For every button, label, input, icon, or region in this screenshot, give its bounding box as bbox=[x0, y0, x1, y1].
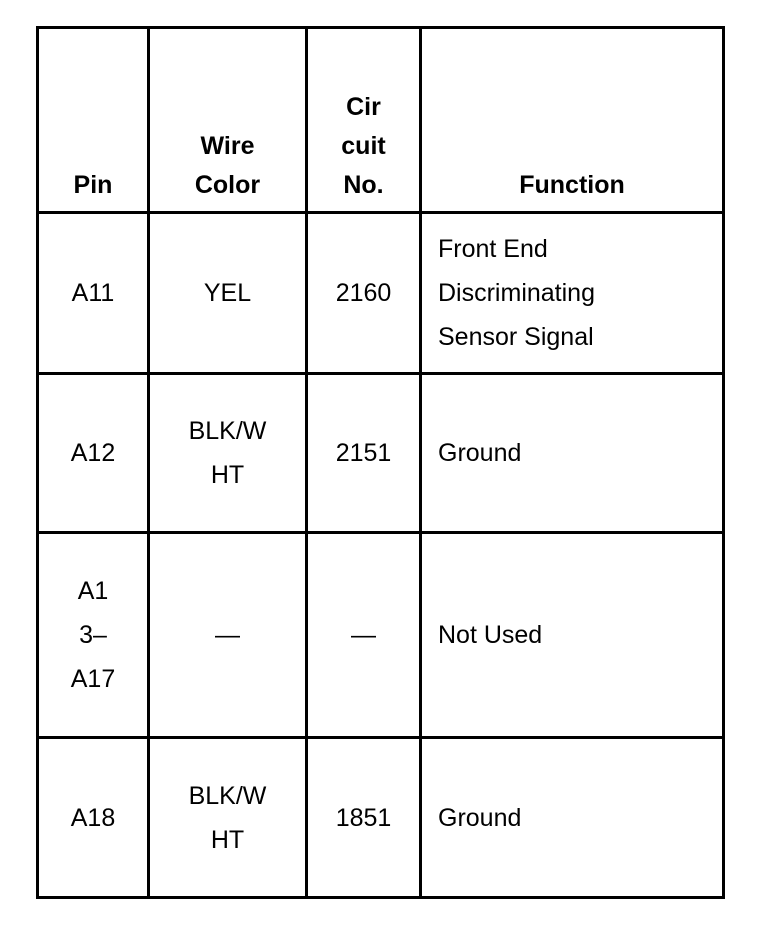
connector-pinout-table bbox=[36, 26, 725, 899]
wire-color-cell: BLK/W HT bbox=[149, 738, 307, 898]
table-row bbox=[38, 374, 724, 533]
pin-cell: A1 3– A17 bbox=[38, 533, 149, 738]
header-wire-color: Wire Color bbox=[149, 28, 307, 213]
circuit-number-cell: — bbox=[307, 533, 421, 738]
wire-color-cell: BLK/W HT bbox=[149, 374, 307, 533]
pin-cell: A11 bbox=[38, 213, 149, 374]
header-row bbox=[38, 28, 724, 213]
pin-cell: A18 bbox=[38, 738, 149, 898]
wire-color-cell: YEL bbox=[149, 213, 307, 374]
function-cell: Ground bbox=[421, 374, 724, 533]
circuit-number-cell: 2160 bbox=[307, 213, 421, 374]
table-row bbox=[38, 213, 724, 374]
table-row bbox=[38, 533, 724, 738]
circuit-number-cell: 1851 bbox=[307, 738, 421, 898]
wire-color-cell: — bbox=[149, 533, 307, 738]
circuit-number-cell: 2151 bbox=[307, 374, 421, 533]
pin-cell: A12 bbox=[38, 374, 149, 533]
function-cell: Front End Discriminating Sensor Signal bbox=[421, 213, 724, 374]
function-cell: Ground bbox=[421, 738, 724, 898]
table-row bbox=[38, 738, 724, 898]
header-circuit-number: Cir cuit No. bbox=[307, 28, 421, 213]
header-pin: Pin bbox=[38, 28, 149, 213]
header-function: Function bbox=[421, 28, 724, 213]
function-cell: Not Used bbox=[421, 533, 724, 738]
